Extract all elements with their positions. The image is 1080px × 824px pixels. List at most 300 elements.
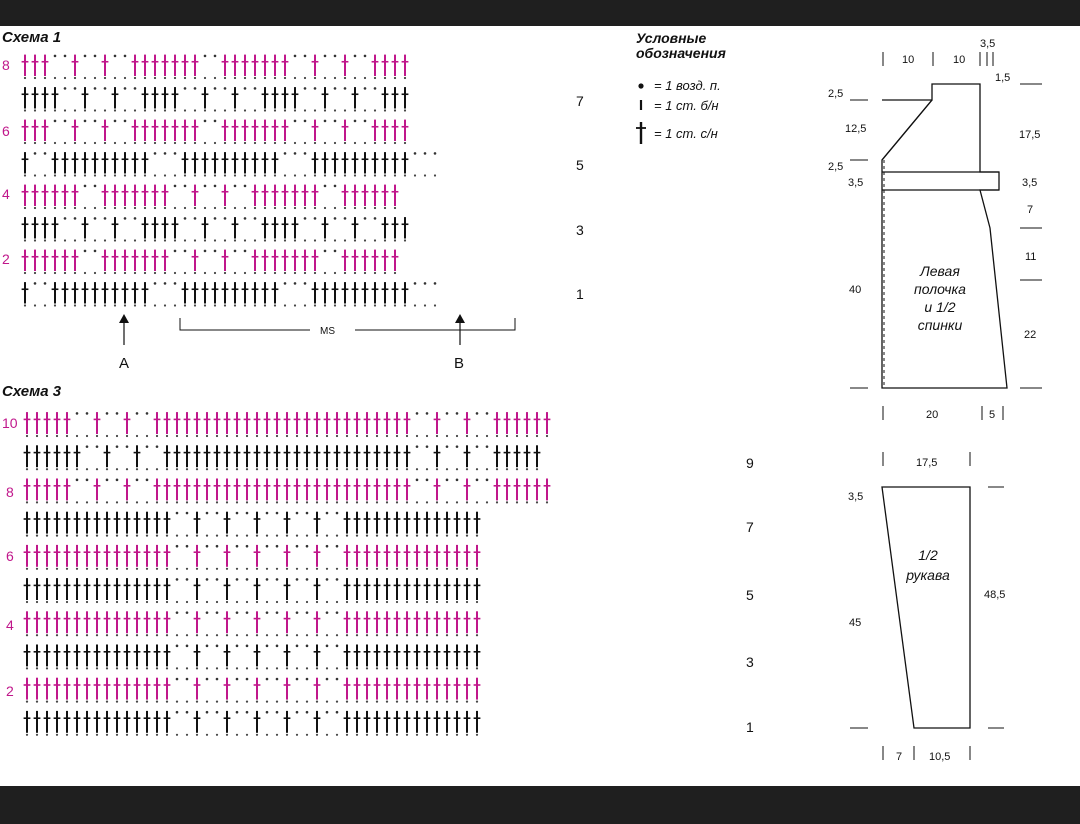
schema1-base-chain-dot-icon bbox=[264, 207, 266, 209]
schema3-chain-dot-icon bbox=[326, 578, 329, 581]
schema3-base-chain-dot-icon bbox=[146, 667, 148, 669]
schema1-chain-dot-icon bbox=[244, 217, 247, 220]
schema1-chain-dot-icon bbox=[374, 217, 377, 220]
schema3-base-chain-dot-icon bbox=[216, 734, 218, 736]
front-dim-left-2-5a: 2,5 bbox=[828, 88, 844, 100]
schema1-base-chain-dot-icon bbox=[264, 142, 266, 144]
schema1-base-chain-dot-icon bbox=[234, 304, 236, 306]
schema1-base-chain-dot-icon bbox=[114, 304, 116, 306]
front-dim-left-12-5: 12,5 bbox=[845, 123, 867, 135]
schema3-chain-dot-icon bbox=[326, 711, 329, 714]
schema3-base-chain-dot-icon bbox=[56, 501, 58, 503]
schema1-base-chain-dot-icon bbox=[264, 239, 266, 241]
schema3-base-chain-dot-icon bbox=[276, 535, 278, 537]
schema3-base-chain-dot-icon bbox=[426, 634, 428, 636]
schema1-base-chain-dot-icon bbox=[194, 304, 196, 306]
schema3-base-chain-dot-icon bbox=[476, 568, 478, 570]
schema3-base-chain-dot-icon bbox=[316, 568, 318, 570]
schema3-base-chain-dot-icon bbox=[26, 568, 28, 570]
schema1-base-chain-dot-icon bbox=[244, 239, 246, 241]
sleeve-dim-left-3-5: 3,5 bbox=[848, 491, 864, 503]
schema1-base-chain-dot-icon bbox=[34, 304, 36, 306]
schema3-base-chain-dot-icon bbox=[226, 634, 228, 636]
schema3-chain-dot-icon bbox=[336, 611, 339, 614]
schema1-base-chain-dot-icon bbox=[164, 77, 166, 79]
schema1-base-chain-dot-icon bbox=[144, 142, 146, 144]
schema3-chain-dot-icon bbox=[76, 479, 79, 482]
schema1-base-chain-dot-icon bbox=[174, 272, 176, 274]
schema3-base-chain-dot-icon bbox=[296, 468, 298, 470]
schema3-base-chain-dot-icon bbox=[476, 535, 478, 537]
schema1-chain-dot-icon bbox=[354, 55, 357, 58]
schema1-base-chain-dot-icon bbox=[304, 174, 306, 176]
schema3-chain-dot-icon bbox=[296, 678, 299, 681]
schema3-base-chain-dot-icon bbox=[86, 634, 88, 636]
schema1-base-chain-dot-icon bbox=[94, 77, 96, 79]
schema3-chain-dot-icon bbox=[246, 512, 249, 515]
schema1-chain-dot-icon bbox=[304, 87, 307, 90]
schema1-base-chain-dot-icon bbox=[104, 272, 106, 274]
schema3-base-chain-dot-icon bbox=[326, 568, 328, 570]
schema3-chain-dot-icon bbox=[336, 711, 339, 714]
schema1-base-chain-dot-icon bbox=[114, 207, 116, 209]
schema3-chain-dot-icon bbox=[176, 678, 179, 681]
schema1-base-chain-dot-icon bbox=[394, 304, 396, 306]
schema3-base-chain-dot-icon bbox=[326, 468, 328, 470]
schema1-base-chain-dot-icon bbox=[314, 77, 316, 79]
schema3-chain-dot-icon bbox=[176, 578, 179, 581]
schema1-base-chain-dot-icon bbox=[244, 174, 246, 176]
schema1-chain-dot-icon bbox=[94, 120, 97, 123]
schema3-base-chain-dot-icon bbox=[126, 501, 128, 503]
schema3-base-chain-dot-icon bbox=[236, 734, 238, 736]
schema3-base-chain-dot-icon bbox=[56, 667, 58, 669]
schema3-base-chain-dot-icon bbox=[376, 435, 378, 437]
schema3-base-chain-dot-icon bbox=[76, 601, 78, 603]
schema3-chain-dot-icon bbox=[206, 678, 209, 681]
schema3-base-chain-dot-icon bbox=[306, 435, 308, 437]
schema1-base-chain-dot-icon bbox=[274, 109, 276, 111]
schema1-base-chain-dot-icon bbox=[334, 272, 336, 274]
schema3-base-chain-dot-icon bbox=[46, 568, 48, 570]
schema3-base-chain-dot-icon bbox=[416, 435, 418, 437]
schema3-base-chain-dot-icon bbox=[406, 601, 408, 603]
repeat-label: MS bbox=[320, 326, 335, 337]
schema1-base-chain-dot-icon bbox=[334, 304, 336, 306]
schema1-chain-dot-icon bbox=[324, 55, 327, 58]
schema1-base-chain-dot-icon bbox=[354, 207, 356, 209]
schema1-chain-dot-icon bbox=[354, 120, 357, 123]
schema3-base-chain-dot-icon bbox=[66, 435, 68, 437]
schema1-chain-dot-icon bbox=[224, 217, 227, 220]
schema1-base-chain-dot-icon bbox=[354, 304, 356, 306]
schema3-chain-dot-icon bbox=[206, 645, 209, 648]
schema3-chain-dot-icon bbox=[236, 611, 239, 614]
schema3-chain-dot-icon bbox=[126, 445, 129, 448]
schema3-base-chain-dot-icon bbox=[466, 667, 468, 669]
schema3-base-chain-dot-icon bbox=[146, 734, 148, 736]
schema3-base-chain-dot-icon bbox=[466, 535, 468, 537]
schema3-base-chain-dot-icon bbox=[166, 535, 168, 537]
schema3-base-chain-dot-icon bbox=[406, 568, 408, 570]
schema3-chain-dot-icon bbox=[426, 445, 429, 448]
schema3-chain-dot-icon bbox=[326, 545, 329, 548]
schema3-chain-dot-icon bbox=[416, 479, 419, 482]
schema3-base-chain-dot-icon bbox=[346, 601, 348, 603]
schema1-base-chain-dot-icon bbox=[234, 174, 236, 176]
schema3-base-chain-dot-icon bbox=[216, 601, 218, 603]
schema3-base-chain-dot-icon bbox=[436, 468, 438, 470]
schema3-base-chain-dot-icon bbox=[456, 601, 458, 603]
schema1-base-chain-dot-icon bbox=[34, 142, 36, 144]
schema1-base-chain-dot-icon bbox=[134, 272, 136, 274]
schema3-base-chain-dot-icon bbox=[286, 468, 288, 470]
schema3-base-chain-dot-icon bbox=[96, 734, 98, 736]
schema3-base-chain-dot-icon bbox=[246, 634, 248, 636]
schema1-chain-dot-icon bbox=[64, 217, 67, 220]
schema3-base-chain-dot-icon bbox=[86, 701, 88, 703]
schema1-base-chain-dot-icon bbox=[384, 109, 386, 111]
schema3-base-chain-dot-icon bbox=[416, 601, 418, 603]
schema3-base-chain-dot-icon bbox=[216, 634, 218, 636]
schema3-base-chain-dot-icon bbox=[276, 601, 278, 603]
schema1-base-chain-dot-icon bbox=[224, 304, 226, 306]
schema1-base-chain-dot-icon bbox=[54, 77, 56, 79]
schema3-base-chain-dot-icon bbox=[156, 634, 158, 636]
schema3-row-number-8: 8 bbox=[6, 484, 14, 500]
schema3-base-chain-dot-icon bbox=[86, 468, 88, 470]
schema3-base-chain-dot-icon bbox=[446, 601, 448, 603]
schema1-base-chain-dot-icon bbox=[254, 174, 256, 176]
schema3-base-chain-dot-icon bbox=[156, 468, 158, 470]
schema1-base-chain-dot-icon bbox=[154, 207, 156, 209]
schema3-base-chain-dot-icon bbox=[436, 634, 438, 636]
schema1-base-chain-dot-icon bbox=[214, 207, 216, 209]
schema3-base-chain-dot-icon bbox=[206, 701, 208, 703]
schema3-base-chain-dot-icon bbox=[216, 535, 218, 537]
schema3-base-chain-dot-icon bbox=[346, 667, 348, 669]
schema1-base-chain-dot-icon bbox=[174, 77, 176, 79]
schema1-base-chain-dot-icon bbox=[214, 109, 216, 111]
schema3-base-chain-dot-icon bbox=[196, 435, 198, 437]
schema1-base-chain-dot-icon bbox=[374, 77, 376, 79]
schema1-chain-dot-icon bbox=[184, 250, 187, 253]
schema1-title: Схема 1 bbox=[2, 29, 62, 46]
schema3-base-chain-dot-icon bbox=[466, 468, 468, 470]
schema3-base-chain-dot-icon bbox=[296, 568, 298, 570]
schema1-base-chain-dot-icon bbox=[74, 109, 76, 111]
schema3-base-chain-dot-icon bbox=[316, 667, 318, 669]
schema3-base-chain-dot-icon bbox=[136, 535, 138, 537]
schema1-row-number-1: 1 bbox=[576, 286, 584, 302]
schema3-chain-dot-icon bbox=[86, 412, 89, 415]
schema3-base-chain-dot-icon bbox=[356, 634, 358, 636]
schema3-base-chain-dot-icon bbox=[66, 568, 68, 570]
front-dim-left-40: 40 bbox=[849, 284, 862, 296]
schema1-base-chain-dot-icon bbox=[154, 77, 156, 79]
schema3-base-chain-dot-icon bbox=[106, 701, 108, 703]
schema3-chain-dot-icon bbox=[216, 512, 219, 515]
schema3-chain-dot-icon bbox=[116, 445, 119, 448]
schema3-base-chain-dot-icon bbox=[366, 568, 368, 570]
schema1-base-chain-dot-icon bbox=[334, 239, 336, 241]
sleeve-dim-bottom-10-5: 10,5 bbox=[929, 751, 951, 763]
schema1-base-chain-dot-icon bbox=[384, 239, 386, 241]
schema1-chain-dot-icon bbox=[364, 55, 367, 58]
legend-title-line1: Условные bbox=[636, 30, 707, 46]
schema3-base-chain-dot-icon bbox=[376, 701, 378, 703]
schema3-chain-dot-icon bbox=[306, 611, 309, 614]
schema3-base-chain-dot-icon bbox=[536, 501, 538, 503]
schema3-chain-dot-icon bbox=[476, 445, 479, 448]
schema1-base-chain-dot-icon bbox=[154, 174, 156, 176]
schema3-base-chain-dot-icon bbox=[366, 734, 368, 736]
schema1-base-chain-dot-icon bbox=[394, 109, 396, 111]
schema1-base-chain-dot-icon bbox=[244, 77, 246, 79]
schema1-base-chain-dot-icon bbox=[44, 77, 46, 79]
schema3-base-chain-dot-icon bbox=[306, 734, 308, 736]
schema3-base-chain-dot-icon bbox=[476, 667, 478, 669]
schema3-chain-dot-icon bbox=[136, 412, 139, 415]
schema1-base-chain-dot-icon bbox=[204, 272, 206, 274]
schema1-base-chain-dot-icon bbox=[84, 304, 86, 306]
schema3-base-chain-dot-icon bbox=[126, 634, 128, 636]
schema3-base-chain-dot-icon bbox=[336, 634, 338, 636]
schema1-chain-dot-icon bbox=[174, 152, 177, 155]
schema1-chain-dot-icon bbox=[294, 120, 297, 123]
schema1-base-chain-dot-icon bbox=[154, 304, 156, 306]
schema1-base-chain-dot-icon bbox=[204, 174, 206, 176]
schema3-base-chain-dot-icon bbox=[86, 601, 88, 603]
schema1-base-chain-dot-icon bbox=[364, 272, 366, 274]
schema1-chain-dot-icon bbox=[324, 120, 327, 123]
schema1-chain-dot-icon bbox=[284, 152, 287, 155]
schema1-base-chain-dot-icon bbox=[104, 77, 106, 79]
schema3-chain-dot-icon bbox=[216, 711, 219, 714]
schema3-base-chain-dot-icon bbox=[306, 501, 308, 503]
schema1-base-chain-dot-icon bbox=[94, 239, 96, 241]
schema1-base-chain-dot-icon bbox=[214, 142, 216, 144]
schema3-base-chain-dot-icon bbox=[36, 501, 38, 503]
schema3-base-chain-dot-icon bbox=[36, 701, 38, 703]
schema3-chain-dot-icon bbox=[336, 512, 339, 515]
schema3-base-chain-dot-icon bbox=[366, 634, 368, 636]
schema1-base-chain-dot-icon bbox=[124, 304, 126, 306]
schema3-chain-dot-icon bbox=[176, 611, 179, 614]
schema3-chain-dot-icon bbox=[236, 578, 239, 581]
schema3-base-chain-dot-icon bbox=[156, 435, 158, 437]
schema1-base-chain-dot-icon bbox=[104, 207, 106, 209]
schema3-base-chain-dot-icon bbox=[306, 535, 308, 537]
schema1-chain-dot-icon bbox=[154, 282, 157, 285]
schema3-base-chain-dot-icon bbox=[316, 601, 318, 603]
schema1-base-chain-dot-icon bbox=[84, 174, 86, 176]
schema1-chain-dot-icon bbox=[164, 282, 167, 285]
schema3-chain-dot-icon bbox=[146, 445, 149, 448]
schema3-base-chain-dot-icon bbox=[476, 435, 478, 437]
schema3-base-chain-dot-icon bbox=[276, 468, 278, 470]
schema1-base-chain-dot-icon bbox=[44, 109, 46, 111]
schema1-base-chain-dot-icon bbox=[94, 174, 96, 176]
schema1-chain-dot-icon bbox=[324, 185, 327, 188]
schema3-base-chain-dot-icon bbox=[346, 468, 348, 470]
schema1-row-number-2: 2 bbox=[2, 251, 10, 267]
schema3-base-chain-dot-icon bbox=[456, 734, 458, 736]
schema1-base-chain-dot-icon bbox=[124, 272, 126, 274]
schema1-base-chain-dot-icon bbox=[324, 174, 326, 176]
schema1-base-chain-dot-icon bbox=[364, 207, 366, 209]
schema3-base-chain-dot-icon bbox=[336, 601, 338, 603]
schema3-base-chain-dot-icon bbox=[46, 634, 48, 636]
schema3-base-chain-dot-icon bbox=[396, 601, 398, 603]
schema3-base-chain-dot-icon bbox=[296, 734, 298, 736]
schema1-base-chain-dot-icon bbox=[204, 109, 206, 111]
schema1-base-chain-dot-icon bbox=[274, 239, 276, 241]
schema1-chain-dot-icon bbox=[374, 87, 377, 90]
schema3-base-chain-dot-icon bbox=[206, 601, 208, 603]
schema1-chain-dot-icon bbox=[334, 120, 337, 123]
legend-item-chain: = 1 возд. п. bbox=[654, 78, 721, 93]
schema3-base-chain-dot-icon bbox=[166, 634, 168, 636]
schema3-chain-dot-icon bbox=[326, 645, 329, 648]
schema3-base-chain-dot-icon bbox=[256, 667, 258, 669]
schema1-base-chain-dot-icon bbox=[314, 304, 316, 306]
schema3-base-chain-dot-icon bbox=[366, 601, 368, 603]
schema1-chain-dot-icon bbox=[294, 152, 297, 155]
schema3-base-chain-dot-icon bbox=[286, 667, 288, 669]
schema1-base-chain-dot-icon bbox=[164, 272, 166, 274]
schema1-base-chain-dot-icon bbox=[24, 142, 26, 144]
schema3-base-chain-dot-icon bbox=[466, 701, 468, 703]
schema3-base-chain-dot-icon bbox=[336, 568, 338, 570]
schema3-base-chain-dot-icon bbox=[96, 568, 98, 570]
schema3-base-chain-dot-icon bbox=[386, 667, 388, 669]
schema1-base-chain-dot-icon bbox=[304, 304, 306, 306]
schema3-base-chain-dot-icon bbox=[256, 501, 258, 503]
front-piece-label-line2: полочка bbox=[914, 281, 966, 297]
schema3-base-chain-dot-icon bbox=[396, 568, 398, 570]
schema1-base-chain-dot-icon bbox=[34, 239, 36, 241]
schema3-base-chain-dot-icon bbox=[426, 568, 428, 570]
schema1-base-chain-dot-icon bbox=[364, 142, 366, 144]
schema3-chain-dot-icon bbox=[236, 645, 239, 648]
schema3-base-chain-dot-icon bbox=[96, 468, 98, 470]
schema3-base-chain-dot-icon bbox=[396, 734, 398, 736]
schema1-base-chain-dot-icon bbox=[164, 207, 166, 209]
legend-title-line2: обозначения bbox=[636, 45, 726, 61]
schema1-base-chain-dot-icon bbox=[64, 109, 66, 111]
schema3-chain-dot-icon bbox=[276, 645, 279, 648]
schema3-base-chain-dot-icon bbox=[86, 734, 88, 736]
schema1-base-chain-dot-icon bbox=[194, 207, 196, 209]
schema1-base-chain-dot-icon bbox=[294, 77, 296, 79]
schema1-base-chain-dot-icon bbox=[394, 174, 396, 176]
schema1-base-chain-dot-icon bbox=[254, 272, 256, 274]
schema3-base-chain-dot-icon bbox=[346, 634, 348, 636]
schema1-base-chain-dot-icon bbox=[294, 207, 296, 209]
schema1-chain-dot-icon bbox=[94, 87, 97, 90]
schema3-base-chain-dot-icon bbox=[196, 501, 198, 503]
schema1-base-chain-dot-icon bbox=[294, 272, 296, 274]
schema1-base-chain-dot-icon bbox=[364, 304, 366, 306]
schema1-base-chain-dot-icon bbox=[244, 142, 246, 144]
schema3-base-chain-dot-icon bbox=[226, 535, 228, 537]
schema3-chain-dot-icon bbox=[306, 711, 309, 714]
schema1-base-chain-dot-icon bbox=[174, 109, 176, 111]
schema1-base-chain-dot-icon bbox=[364, 239, 366, 241]
schema3-base-chain-dot-icon bbox=[526, 435, 528, 437]
schema3-base-chain-dot-icon bbox=[36, 468, 38, 470]
schema3-base-chain-dot-icon bbox=[356, 667, 358, 669]
schema3-chain-dot-icon bbox=[236, 545, 239, 548]
schema1-base-chain-dot-icon bbox=[284, 239, 286, 241]
schema1-base-chain-dot-icon bbox=[154, 239, 156, 241]
schema3-base-chain-dot-icon bbox=[186, 667, 188, 669]
schema3-base-chain-dot-icon bbox=[376, 535, 378, 537]
schema3-base-chain-dot-icon bbox=[426, 667, 428, 669]
schema1-base-chain-dot-icon bbox=[284, 207, 286, 209]
schema1-chain-dot-icon bbox=[34, 152, 37, 155]
schema3-base-chain-dot-icon bbox=[396, 435, 398, 437]
schema1-base-chain-dot-icon bbox=[194, 174, 196, 176]
schema1-chain-dot-icon bbox=[164, 152, 167, 155]
schema1-chain-dot-icon bbox=[134, 87, 137, 90]
schema1-base-chain-dot-icon bbox=[174, 207, 176, 209]
schema3-base-chain-dot-icon bbox=[76, 501, 78, 503]
schema1-base-chain-dot-icon bbox=[294, 109, 296, 111]
schema3-base-chain-dot-icon bbox=[206, 667, 208, 669]
schema1-chain-dot-icon bbox=[124, 217, 127, 220]
schema3-base-chain-dot-icon bbox=[46, 535, 48, 537]
schema1-chain-dot-icon bbox=[434, 282, 437, 285]
schema3-base-chain-dot-icon bbox=[286, 568, 288, 570]
schema1-chain-dot-icon bbox=[214, 250, 217, 253]
schema3-base-chain-dot-icon bbox=[36, 667, 38, 669]
schema3-base-chain-dot-icon bbox=[116, 568, 118, 570]
schema3-base-chain-dot-icon bbox=[456, 468, 458, 470]
schema3-base-chain-dot-icon bbox=[236, 701, 238, 703]
schema3-chain-dot-icon bbox=[416, 412, 419, 415]
schema1-base-chain-dot-icon bbox=[194, 239, 196, 241]
schema3-chain-dot-icon bbox=[116, 412, 119, 415]
schema3-base-chain-dot-icon bbox=[136, 701, 138, 703]
schema1-base-chain-dot-icon bbox=[164, 174, 166, 176]
schema1-base-chain-dot-icon bbox=[364, 109, 366, 111]
schema3-base-chain-dot-icon bbox=[396, 501, 398, 503]
schema3-base-chain-dot-icon bbox=[176, 535, 178, 537]
schema1-base-chain-dot-icon bbox=[34, 174, 36, 176]
schema3-base-chain-dot-icon bbox=[66, 667, 68, 669]
schema3-base-chain-dot-icon bbox=[66, 535, 68, 537]
schema1-chain-dot-icon bbox=[204, 120, 207, 123]
schema3-base-chain-dot-icon bbox=[136, 435, 138, 437]
schema1-base-chain-dot-icon bbox=[254, 142, 256, 144]
schema3-base-chain-dot-icon bbox=[146, 435, 148, 437]
schema3-base-chain-dot-icon bbox=[326, 667, 328, 669]
schema3-chain-dot-icon bbox=[186, 711, 189, 714]
schema1-chain-dot-icon bbox=[84, 120, 87, 123]
schema3-row-number-1: 1 bbox=[746, 719, 754, 735]
schema1-base-chain-dot-icon bbox=[124, 77, 126, 79]
schema1-base-chain-dot-icon bbox=[404, 142, 406, 144]
schema3-chain-dot-icon bbox=[246, 578, 249, 581]
schema3-base-chain-dot-icon bbox=[246, 501, 248, 503]
schema3-base-chain-dot-icon bbox=[466, 435, 468, 437]
schema1-base-chain-dot-icon bbox=[24, 77, 26, 79]
schema3-base-chain-dot-icon bbox=[466, 634, 468, 636]
schema3-chain-dot-icon bbox=[446, 479, 449, 482]
schema3-base-chain-dot-icon bbox=[446, 568, 448, 570]
